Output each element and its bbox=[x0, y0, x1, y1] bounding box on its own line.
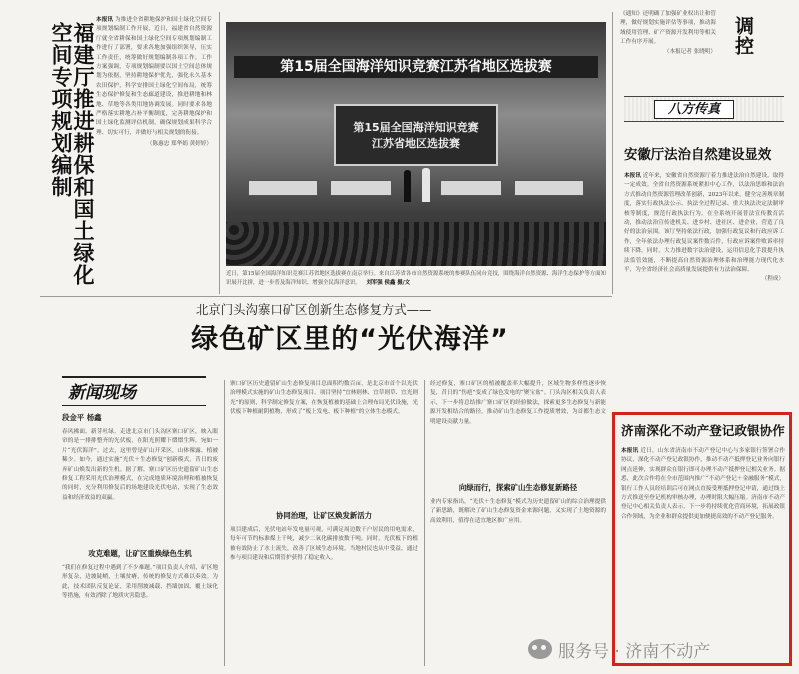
photo-stage-screen bbox=[334, 104, 498, 166]
left-article-title: 福建厅推进耕保和国土绿化空间专项规划编制 bbox=[49, 22, 95, 286]
feature-subhead-2: 协同治理，让矿区焕发新活力 bbox=[275, 511, 373, 520]
photo-banner: 第15届全国海洋知识竞赛江苏省地区选拔赛 bbox=[234, 56, 598, 78]
feature-col-3b-text: 业内专家指出，“光伏＋生态修复”模式为历史遗留矿山的综合治理提供了新思路，既解决了矿山生态修复资金来源问题，又实现了土地资源的高效利用，值得在适宜地区推广应用。 bbox=[430, 499, 606, 524]
feature-col-1-text: 春风拂面，新芽吐绿。走进北京市门头沟区寨口矿区，映入眼帘的是一排排整齐的光伏板，在阳光照耀下熠熠生辉，宛如一片“光伏海洋”。过去，这里曾是矿山开采区，山体裸露、植被稀少。如今，通过实施“光伏＋生态修复”创新模式，昔日的废弃矿山焕发出新的生机。据了解，寨口矿区历史遗留矿山生态修复工程采用光伏治理模式，在完成地质环境治理和植被恢复的同时，充分利用修复后的场地建设光伏电站，实现了生态效益和经济效益的双赢。 bbox=[62, 429, 218, 501]
column-rule-center bbox=[612, 12, 613, 294]
jinan-article-lead: 本报讯 bbox=[621, 448, 639, 454]
photo-desk-center-left bbox=[330, 180, 392, 196]
anhui-article-body bbox=[624, 172, 784, 398]
watermark bbox=[528, 634, 790, 664]
photo-desk-right bbox=[514, 180, 584, 196]
feature-col-3 bbox=[430, 380, 606, 476]
left-article-text: 为推进全省耕地保护和国土绿化空间专项规划编制工作开展，近日，福建省自然资源厅就全省耕保和国土绿化空间专项规划编制工作进行了部署，要求各地加强组织领导，压实工作责任，统筹做好规划编制各项工作。工作方案强调，专项规划编制要以国土空间总体规划为依据，坚持耕地保护优先，强化永久基本农田保护，科学安排国土绿化空间布局，统筹生态保护修复和生态廊道建设，推进耕地和林地、草地等各类用地协调发展。同时要求各地严格落实耕地占补平衡制度，完善耕地保护和国土绿化监测评估机制，确保规划成果科学合理、切实可行，并做好与相关规划的衔接。 bbox=[96, 17, 212, 136]
top-right-snippet bbox=[620, 10, 716, 74]
photo-desk-center-right bbox=[440, 180, 502, 196]
left-article-byline: （陈惠忠 郑华娟 黄婷婷） bbox=[146, 141, 212, 148]
feature-kicker: 北京门头沟寨口矿区创新生态修复方式—— bbox=[196, 302, 432, 317]
feature-col-2 bbox=[230, 380, 418, 506]
screen-line-2: 江苏省地区选拔赛 bbox=[372, 137, 460, 150]
photo-caption bbox=[226, 270, 606, 290]
competition-photo bbox=[226, 22, 606, 266]
photo-desk-left bbox=[248, 180, 318, 196]
feature-byline: 段金平 杨鑫 bbox=[62, 413, 102, 422]
column-tag-text: 新闻现场 bbox=[68, 383, 136, 403]
feature-col-3-text: 经过修复，寨口矿区的植被覆盖率大幅提升，区域生物多样性逐步恢复，昔日的“伤疤”变成了绿色发电的“聚宝盆”。门头沟区相关负责人表示，下一步将总结推广寨口矿区的经验做法，探索更多生态修复与新能源开发相结合的路径，推动矿山生态修复工作提质增效，为首都生态文明建设贡献力量。 bbox=[430, 381, 606, 425]
column-title-tiaokong: 调控 bbox=[732, 16, 754, 56]
feature-headline: 绿色矿区里的“光伏海洋” bbox=[191, 324, 509, 355]
left-article-body bbox=[96, 16, 212, 290]
section-label-bar bbox=[624, 96, 784, 122]
anhui-article-byline: （程成） bbox=[761, 276, 784, 283]
jinan-article-title: 济南深化不动产登记政银协作 bbox=[621, 423, 785, 438]
photo-audience bbox=[226, 222, 606, 266]
feature-col-1b-text: “我们在修复过程中遇到了不少难题。”项目负责人介绍，矿区地形复杂，边坡陡峭，土壤贫瘠，传统的修复方式难以奏效。为此，技术团队反复论证，采用削坡减载、挡墙加固、覆土绿化等措施，有效消除了地质灾害隐患。 bbox=[62, 565, 218, 600]
watermark-logo-icon bbox=[528, 639, 552, 659]
top-right-snippet-byline: （本报记者 张晓明） bbox=[663, 48, 716, 55]
feature-col-2b bbox=[230, 526, 418, 666]
feature-col-1b bbox=[62, 564, 218, 664]
jinan-article-body bbox=[621, 447, 785, 657]
photo-caption-text: 近日，第15届全国海洋知识竞赛江苏省地区选拔赛在南京举行。来自江苏省各市自然资源系统的参赛队伍同台竞技，围绕海洋自然资源、海洋生态保护等方面知识展开比拼，进一步普及海洋知识、增强全民海洋意识。 bbox=[226, 271, 606, 286]
column-rule-left bbox=[219, 12, 220, 294]
page-divider bbox=[40, 296, 612, 297]
section-label-text: 八方传真 bbox=[654, 100, 734, 119]
screen-line-1: 第15届全国海洋知识竞赛 bbox=[353, 121, 479, 134]
feature-subhead-3: 向绿而行，探索矿山生态修复新路径 bbox=[458, 483, 578, 492]
photo-host-left bbox=[404, 170, 411, 202]
anhui-article-text: 近年来，安徽省自然资源厅着力推进法治自然建设，取得一定成效。全省自然资源系统紧扣中心工作，以法治思维和法治方式推动自然资源管理改革创新，2023年以来，健全完善规章制度，落实行政执法公示、执法全过程记录、重大执法决定法制审核等制度，规范行政执法行为。在全系统开展普法宣传教育活动，推动法治宣传进机关、进乡村、进社区、进企业，营造了良好的法治氛围。该厅坚持依法行政，加强行政复议和行政应诉工作，全年依法办理行政复议案件数百件，行政应诉案件败诉率持续下降。同时，大力推进数字法治建设，运用信息化手段提升执法监管效能，不断提高自然资源治理体系和治理能力现代化水平，为全省经济社会高质量发展提供有力法治保障。 bbox=[624, 173, 784, 274]
feature-rule-1 bbox=[224, 380, 225, 666]
jinan-article-text: 近日，山东省济南市不动产登记中心与多家银行签署合作协议，深化不动产登记政银协作，推动不动产抵押登记业务向银行网点延伸，实现群众在银行即可办理不动产抵押登记相关业务。据悉，此次合作将在全市范围内推广“不动产登记＋金融服务”模式，银行工作人员经培训后可在网点直接受理抵押登记申请，通过线上方式推送至登记机构审核办理，办理时限大幅压缩。济南市不动产登记中心相关负责人表示，下一步将持续优化营商环境，拓展政银合作领域，为企业和群众提供更加便捷高效的不动产登记服务。 bbox=[621, 448, 785, 520]
anhui-article-lead: 本报讯 bbox=[624, 173, 641, 179]
anhui-article-title: 安徽厅法治自然建设显效 bbox=[624, 148, 772, 163]
feature-col-1 bbox=[62, 428, 218, 542]
feature-subhead-1: 攻克难题，让矿区重焕绿色生机 bbox=[88, 549, 192, 558]
photo-credit: 刘军强 侯鑫 摄/文 bbox=[366, 279, 410, 286]
photo-host-right bbox=[422, 168, 430, 202]
top-right-snippet-text: 《通知》还明确了加强矿业权出让和管理，做好规划实施评估等事项，推动海域使用管理、矿产资源开发利用等相关工作有序开展。 bbox=[620, 11, 716, 46]
column-tag-box bbox=[62, 376, 206, 406]
jinan-article-highlight bbox=[612, 412, 792, 666]
feature-rule-2 bbox=[424, 380, 425, 666]
feature-col-2b-text: 项目建成后，光伏电站年发电量可观，可满足周边数千户居民的用电需求，每年可节约标准煤上千吨，减少二氧化碳排放数千吨。同时，光伏板下的植被有效防止了水土流失，改善了区域生态环境。当地村民也从中受益，通过参与项目建设和后期管护获得了稳定收入。 bbox=[230, 527, 418, 562]
left-article-lead: 本报讯 bbox=[96, 17, 114, 23]
watermark-text: 服务号 · 济南不动产 bbox=[558, 641, 711, 662]
feature-col-2-text: 寨口矿区历史遗留矿山生态修复项目总面积约数百亩，是北京市首个以光伏治理模式实施的矿山生态修复项目。项目坚持“宜林则林、宜草则草、宜光则光”的原则，科学制定修复方案，在恢复植被的基础上合理布局光伏设施，光伏板下种植耐阴植物，形成了“板上发电、板下种植”的立体生态模式。 bbox=[230, 381, 418, 416]
